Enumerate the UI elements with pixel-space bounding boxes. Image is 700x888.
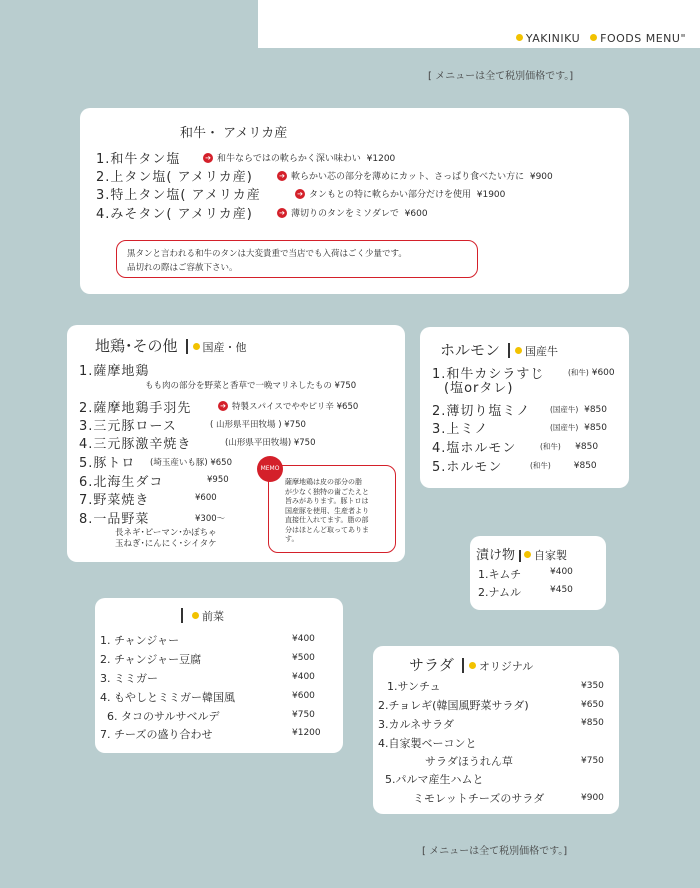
salad-tag: オリジナル (478, 660, 534, 673)
jidori-item-3-desc: ( 山形県平田牧場 ) ¥750 (210, 420, 306, 430)
salad-item-4: 4.自家製ベーコンと (378, 737, 477, 750)
jidori-item-4-desc: (山形県平田牧場) ¥750 (225, 438, 316, 448)
zensai-item-6: 7. チーズの盛り合わせ (100, 728, 213, 741)
wagyu-item-4: 4.みそタン( アメリカ産) (96, 207, 253, 222)
jidori-item-1: 1.薩摩地鶏 (79, 364, 150, 379)
jidori-item-4: 4.三元豚激辛焼き (79, 437, 192, 452)
tsukemono-item-2: 2.ナムル (478, 586, 521, 599)
salad-item-1: 1.サンチュ (387, 680, 441, 693)
salad-item-5: 5.パルマ産生ハムと (385, 773, 484, 786)
title-foods-menu: FOODS MENU" (600, 32, 686, 45)
zensai-item-4-price: ¥600 (292, 691, 315, 701)
horumon-header (440, 339, 558, 360)
jidori-veg-line1: 長ネギ･ピーマン･かぼちゃ (115, 528, 217, 538)
salad-item-5-price: ¥900 (581, 793, 604, 803)
wagyu-notice-box (116, 240, 478, 278)
arrow-right-icon: ➔ (277, 208, 287, 218)
jidori-item-7-price: ¥600 (195, 493, 217, 503)
zensai-item-1: 1. チャンジャー (100, 634, 180, 647)
wagyu-item-2: 2.上タン塩( アメリカ産) (96, 170, 253, 185)
arrow-right-icon: ➔ (203, 153, 213, 163)
tsukemono-item-2-price: ¥450 (550, 585, 573, 595)
wagyu-notice-line1: 黒タンと言われる和牛のタンは大変貴重で当店でも入荷はごく少量です。 (127, 249, 407, 259)
zensai-item-3-price: ¥400 (292, 672, 315, 682)
horumon-title: ホルモン (440, 341, 501, 359)
zensai-item-5: 6. タコのサルサベルデ (107, 710, 220, 723)
divider-bar (186, 339, 188, 354)
jidori-item-3: 3.三元豚ロース (79, 419, 177, 434)
salad-item-1-price: ¥350 (581, 681, 604, 691)
wagyu-section (80, 108, 629, 294)
zensai-item-4: 4. もやしとミミガー韓国風 (100, 691, 235, 704)
jidori-item-2: 2.薩摩地鶏手羽先 (79, 401, 192, 416)
divider-bar (181, 608, 183, 623)
memo-badge: MEMO (257, 456, 283, 482)
arrow-right-icon: ➔ (295, 189, 305, 199)
salad-header (409, 654, 533, 675)
jidori-section (67, 325, 405, 562)
yellow-dot-icon (192, 612, 199, 619)
wagyu-item-1-desc: ➔ 和牛ならではの軟らかく深い味わい ¥1200 (203, 151, 395, 164)
salad-item-2: 2.チョレギ(韓国風野菜サラダ) (378, 699, 529, 712)
horumon-item-5: 5.ホルモン (432, 460, 503, 475)
jidori-item-6-price: ¥950 (207, 475, 229, 485)
zensai-tag: 前菜 (202, 610, 224, 623)
tax-note-top: [ メニューは全て税別価格です。] (428, 71, 574, 82)
horumon-item-2: 2.薄切り塩ミノ (432, 404, 531, 419)
horumon-item-1-desc: (和牛) ¥600 (568, 368, 615, 378)
wagyu-item-2-desc: ➔ 軟らかい芯の部分を薄めにカット、さっぱり食べたい方に ¥900 (277, 169, 553, 182)
horumon-item-1: 1.和牛カシラすじ (432, 367, 545, 382)
jidori-item-7: 7.野菜焼き (79, 493, 150, 508)
title-yakiniku: YAKINIKU (525, 32, 581, 45)
yellow-dot-icon (515, 347, 522, 354)
horumon-tag: 国産牛 (525, 345, 559, 358)
memo-text: 薩摩地鶏は皮の部分の脂 が少なく独特の歯ごたえと 旨みがあります。豚トロは 国産豚を使用、生産者より 直接仕入れてます。脂の部 分はほとんど取ってありま す。 (285, 478, 369, 543)
tax-note-bottom: [ メニューは全て税別価格です。] (422, 846, 568, 857)
zensai-item-2: 2. チャンジャー豆腐 (100, 653, 202, 666)
jidori-title: 地鶏･その他 (95, 337, 178, 355)
yellow-dot-icon (469, 662, 476, 669)
zensai-item-3: 3. ミミガー (100, 672, 158, 685)
salad-section (373, 646, 619, 814)
zensai-item-5-price: ¥750 (292, 710, 315, 720)
yellow-dot-icon (524, 551, 531, 558)
jidori-item-8: 8.一品野菜 (79, 512, 150, 527)
wagyu-title: 和牛・ アメリカ産 (180, 126, 288, 141)
salad-item-4-line2: サラダほうれん草 (425, 755, 513, 768)
jidori-veg-line2: 玉ねぎ･にんにく･シイタケ (115, 539, 217, 549)
salad-item-3: 3.カルネサラダ (378, 718, 455, 731)
horumon-item-1-line2: (塩orタレ) (444, 381, 514, 396)
wagyu-item-1: 1.和牛タン塩 (96, 152, 181, 167)
zensai-item-1-price: ¥400 (292, 634, 315, 644)
zensai-section (95, 598, 343, 753)
horumon-item-3: 3.上ミノ (432, 422, 489, 437)
zensai-item-2-price: ¥500 (292, 653, 315, 663)
divider-bar (519, 550, 521, 562)
horumon-item-5-desc: (和牛) ¥850 (530, 461, 597, 471)
jidori-header (95, 335, 247, 356)
horumon-item-4: 4.塩ホルモン (432, 441, 517, 456)
salad-item-2-price: ¥650 (581, 700, 604, 710)
tsukemono-item-1-price: ¥400 (550, 567, 573, 577)
jidori-item-1-desc: もも肉の部分を野菜と香草で一晩マリネしたもの ¥750 (145, 381, 357, 391)
zensai-item-6-price: ¥1200 (292, 728, 321, 738)
arrow-right-icon: ➔ (218, 401, 228, 411)
yellow-dot-icon (590, 34, 597, 41)
salad-item-3-price: ¥850 (581, 718, 604, 728)
wagyu-notice-line2: 品切れの際はご容赦下さい。 (127, 263, 238, 273)
tsukemono-header (476, 544, 567, 563)
tsukemono-title: 漬け物 (476, 548, 516, 563)
salad-title: サラダ (409, 656, 454, 674)
tsukemono-section (470, 536, 606, 610)
jidori-item-8-price: ¥300～ (195, 514, 226, 524)
yellow-dot-icon (516, 34, 523, 41)
menu-title (510, 32, 686, 45)
salad-item-5-line2: ミモレットチーズのサラダ (413, 792, 545, 805)
wagyu-item-3: 3.特上タン塩( アメリカ産 (96, 188, 261, 203)
tsukemono-item-1: 1.キムチ (478, 568, 522, 581)
wagyu-item-4-desc: ➔ 薄切りのタンをミソダレで ¥600 (277, 206, 428, 219)
yellow-dot-icon (193, 343, 200, 350)
horumon-section (420, 327, 629, 488)
wagyu-item-3-desc: ➔ タンもとの特に軟らかい部分だけを使用 ¥1900 (295, 187, 505, 200)
jidori-item-5-desc: (埼玉産いも豚) ¥650 (150, 458, 232, 468)
jidori-item-2-desc: ➔ 特製スパイスでややピリ辛 ¥650 (218, 400, 358, 412)
salad-item-4-price: ¥750 (581, 756, 604, 766)
horumon-item-4-desc: (和牛) ¥850 (540, 442, 599, 452)
arrow-right-icon: ➔ (277, 171, 287, 181)
divider-bar (462, 658, 464, 673)
divider-bar (508, 343, 510, 358)
jidori-item-6: 6.北海生ダコ (79, 475, 164, 490)
tsukemono-tag: 自家製 (534, 549, 568, 562)
horumon-item-2-desc: (国産牛) ¥850 (550, 405, 607, 415)
jidori-item-5: 5.豚トロ (79, 456, 136, 471)
horumon-item-3-desc: (国産牛) ¥850 (550, 423, 607, 433)
zensai-header (181, 608, 224, 624)
memo-box (268, 465, 396, 553)
jidori-tag: 国産・他 (202, 341, 247, 354)
